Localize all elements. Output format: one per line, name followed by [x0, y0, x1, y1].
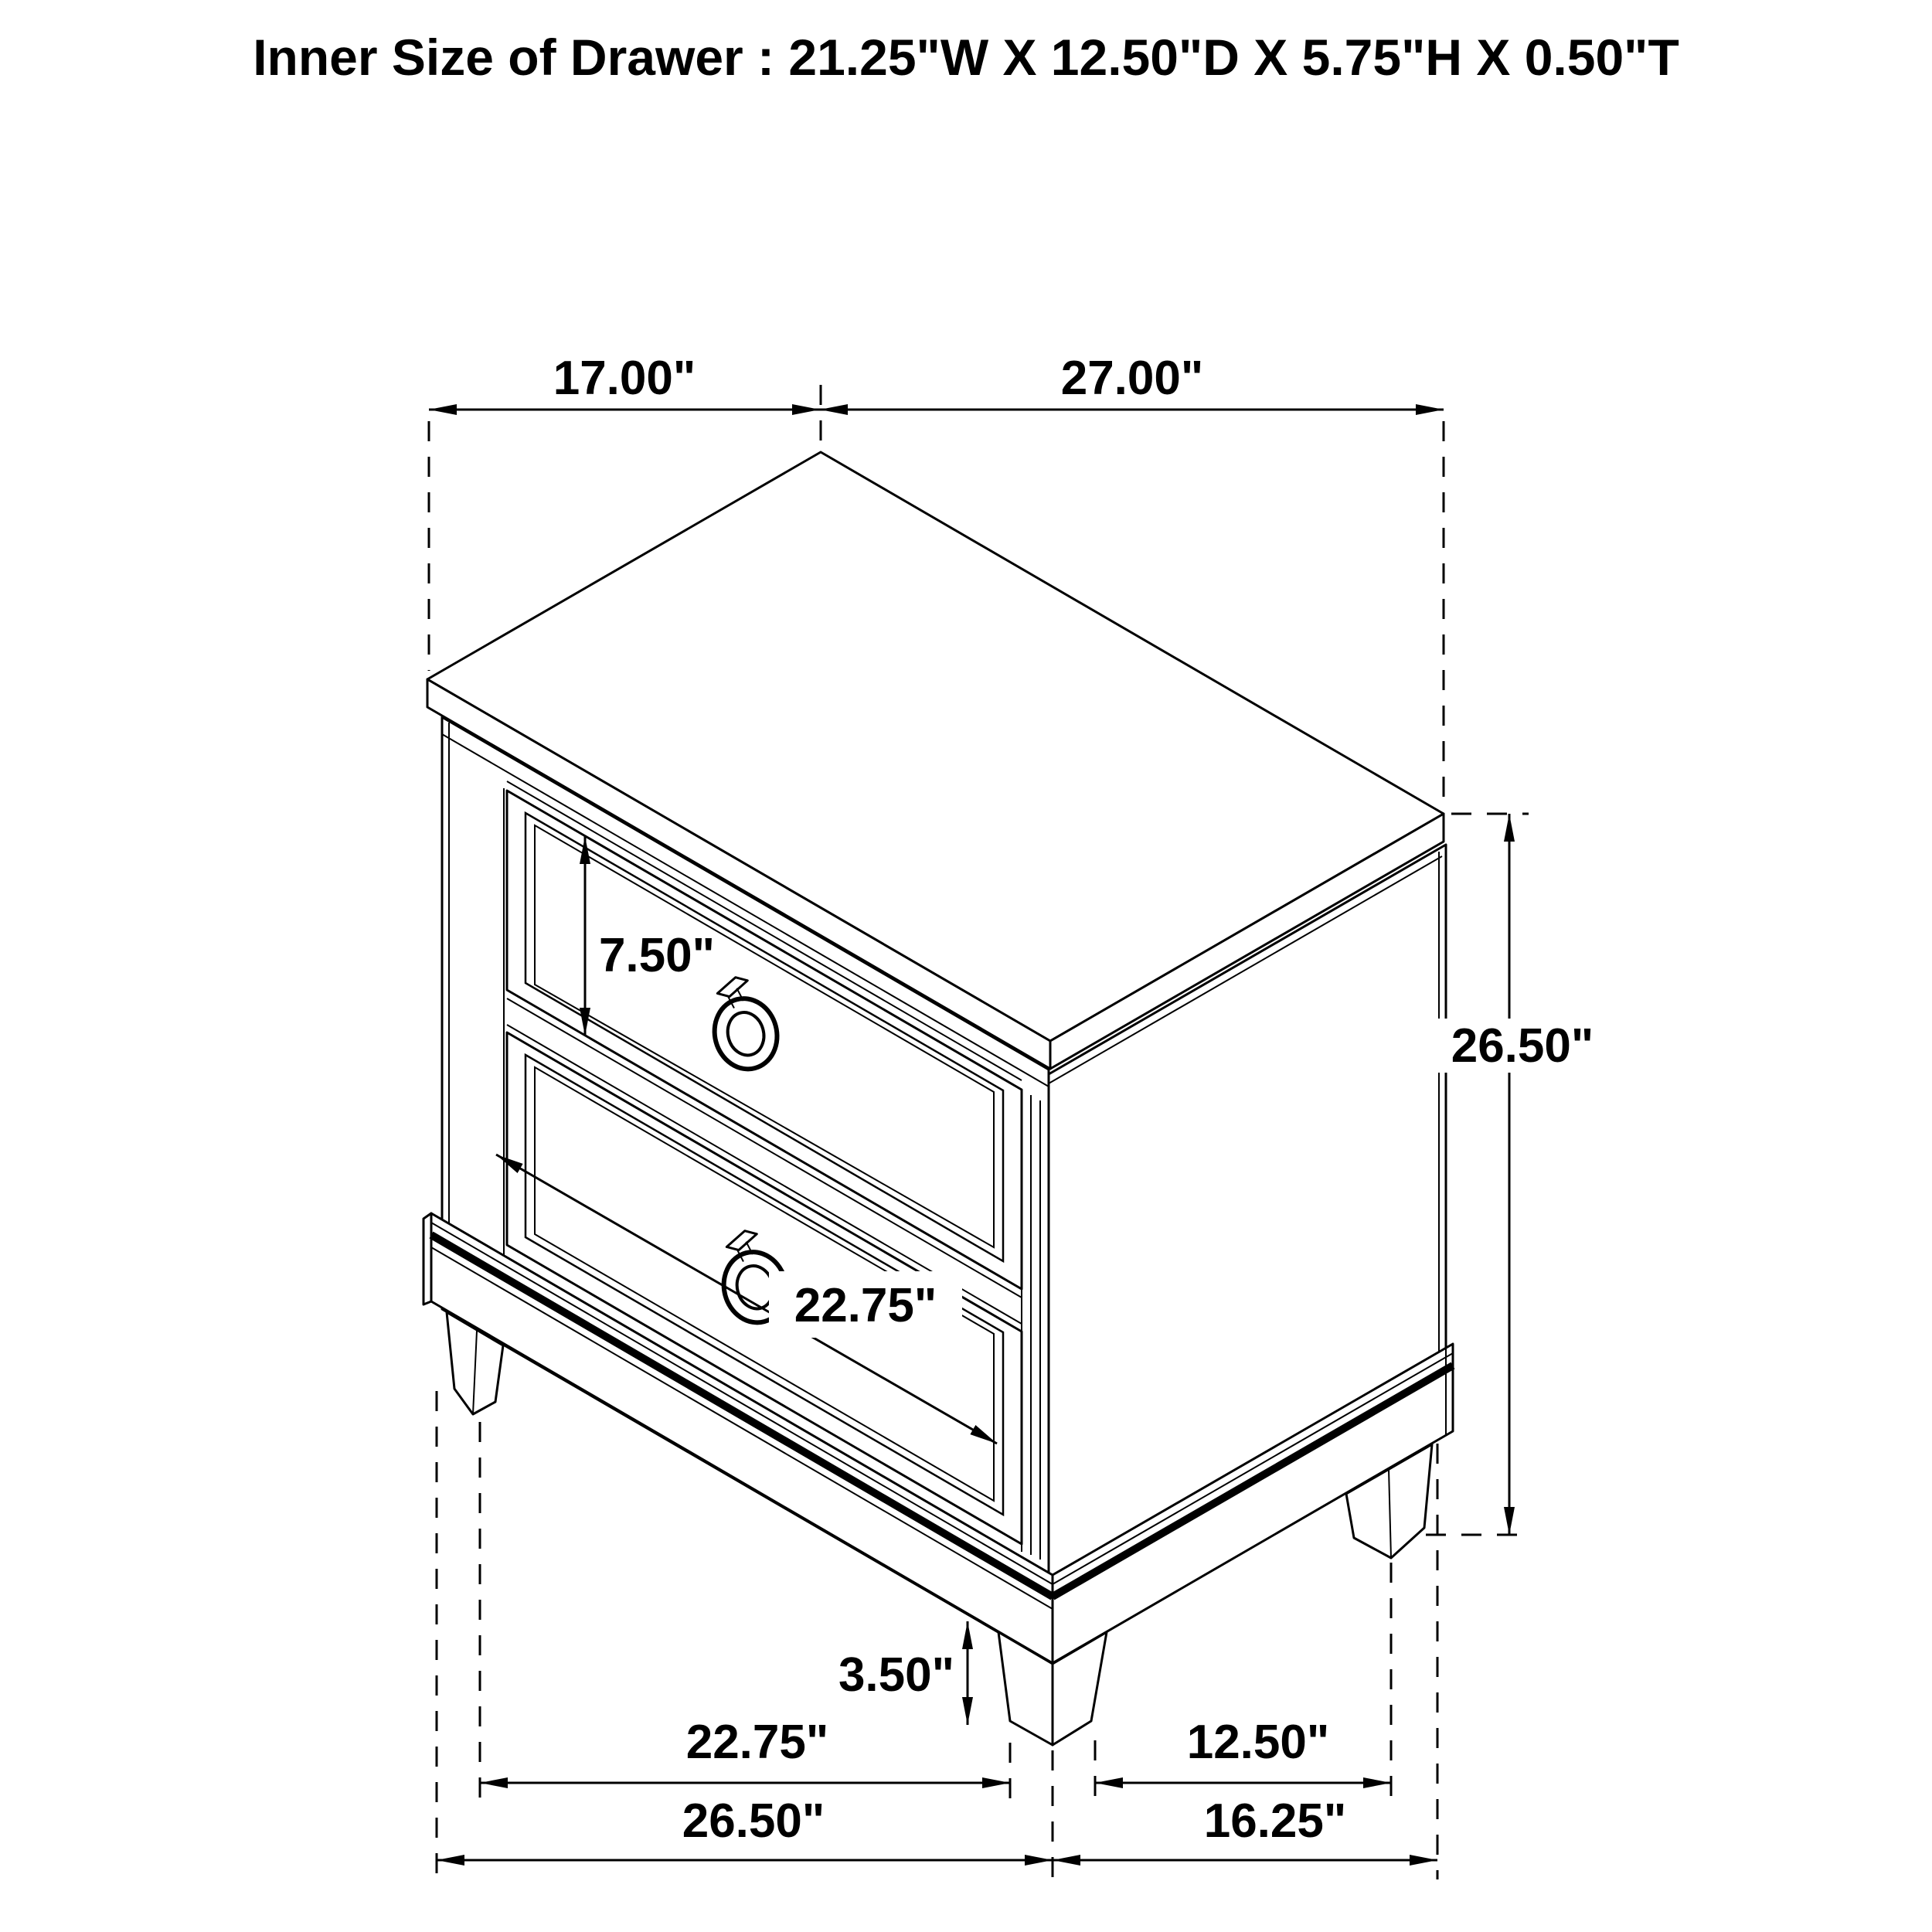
dim-label-front-leg-spacing: 22.75": [685, 1716, 829, 1769]
dim-label-front-overall: 26.50": [682, 1794, 825, 1848]
dim-label-top-right: 27.00": [1060, 352, 1204, 405]
dim-label-height: 26.50": [1451, 1019, 1594, 1073]
diagram-title: Inner Size of Drawer : 21.25"W X 12.50"D X 5.75"H X 0.50"T: [253, 29, 1679, 86]
dim-label-drawer-width: 22.75": [794, 1279, 937, 1332]
dim-label-drawer-height: 7.50": [598, 929, 716, 982]
nightstand: [423, 452, 1453, 1745]
dim-label-side-leg-spacing: 12.50": [1186, 1716, 1330, 1769]
dim-label-top-left: 17.00": [553, 352, 696, 405]
molding-left-cap: [423, 1213, 431, 1304]
dim-label-side-overall: 16.25": [1203, 1794, 1347, 1848]
dim-label-leg-height: 3.50": [838, 1648, 955, 1702]
